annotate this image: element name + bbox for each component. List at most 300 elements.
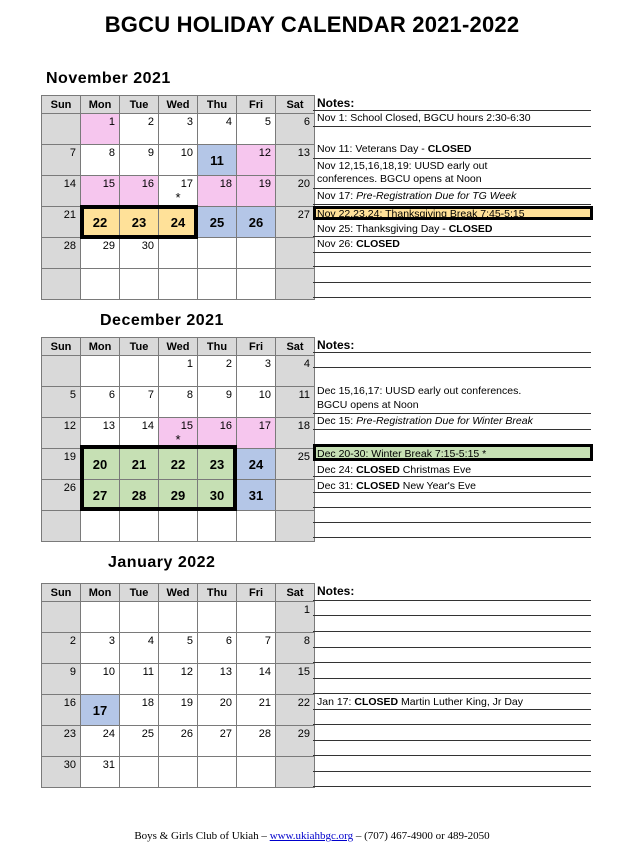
day-cell xyxy=(237,238,276,269)
day-cell xyxy=(120,356,159,387)
day-cell xyxy=(198,449,237,480)
day-number: 26 xyxy=(63,482,76,494)
day-cell xyxy=(81,269,120,300)
day-cell xyxy=(159,449,198,480)
day-cell xyxy=(237,633,276,664)
day-number: 23 xyxy=(131,214,147,230)
day-number: 4 xyxy=(303,358,310,370)
day-number: 14 xyxy=(258,666,271,678)
day-number: 31 xyxy=(248,487,264,503)
day-number: 26 xyxy=(180,728,193,740)
notes-heading-january: Notes: xyxy=(317,584,355,598)
day-cell xyxy=(81,511,120,542)
week-row xyxy=(42,449,315,480)
note-nov-26 xyxy=(317,238,400,251)
weekday-header: Fri xyxy=(237,96,276,114)
day-number: 31 xyxy=(102,759,115,771)
day-number: 29 xyxy=(170,487,186,503)
day-cell xyxy=(198,145,237,176)
day-cell xyxy=(198,269,237,300)
note-text-part: CLOSED xyxy=(356,238,400,250)
note-text-part: BGCU opens at Noon xyxy=(317,399,419,411)
day-number: 11 xyxy=(298,389,310,401)
day-cell xyxy=(42,418,81,449)
day-number: 27 xyxy=(92,487,108,503)
week-row xyxy=(42,726,315,757)
day-cell xyxy=(42,633,81,664)
day-cell xyxy=(42,664,81,695)
day-number: 5 xyxy=(69,389,76,401)
day-cell xyxy=(276,449,315,480)
day-cell xyxy=(237,726,276,757)
day-number: 14 xyxy=(141,420,154,432)
day-cell xyxy=(198,418,237,449)
day-number: 28 xyxy=(258,728,271,740)
day-cell xyxy=(120,418,159,449)
day-cell xyxy=(237,207,276,238)
note-text-part: Nov 22,23,24: Thanksgiving Break 7:45-5:15 xyxy=(317,208,525,220)
day-cell xyxy=(42,695,81,726)
day-number: 2 xyxy=(147,116,154,128)
day-cell xyxy=(276,176,315,207)
day-cell xyxy=(159,757,198,788)
note-nov-12-cont xyxy=(317,173,482,186)
day-cell xyxy=(237,602,276,633)
day-cell xyxy=(81,695,120,726)
note-text-part: Dec 20-30: Winter Break 7:15-5:15 * xyxy=(317,448,487,460)
week-row xyxy=(42,238,315,269)
day-cell xyxy=(120,176,159,207)
day-number: 20 xyxy=(219,697,232,709)
week-row xyxy=(42,114,315,145)
note-text-part: Nov 17: xyxy=(317,190,357,202)
day-cell xyxy=(42,356,81,387)
day-number: 13 xyxy=(219,666,232,678)
day-number: 9 xyxy=(225,389,232,401)
day-cell xyxy=(237,387,276,418)
note-dec-15-conf xyxy=(317,385,521,398)
week-row xyxy=(42,176,315,207)
day-cell xyxy=(120,207,159,238)
day-cell xyxy=(159,726,198,757)
day-cell xyxy=(120,387,159,418)
note-text-part: CLOSED xyxy=(356,464,400,476)
day-cell xyxy=(159,356,198,387)
day-cell xyxy=(159,269,198,300)
day-cell xyxy=(276,726,315,757)
day-number: 5 xyxy=(186,635,193,647)
day-cell xyxy=(159,695,198,726)
note-text-part: Nov 26: xyxy=(317,238,357,250)
weekday-header: Sat xyxy=(276,584,315,602)
day-cell xyxy=(81,207,120,238)
note-dec-24 xyxy=(317,464,471,477)
day-number: 6 xyxy=(108,389,115,401)
note-dec-15-prereg xyxy=(317,415,533,428)
day-cell xyxy=(120,145,159,176)
weekday-header: Thu xyxy=(198,96,237,114)
day-cell xyxy=(198,726,237,757)
note-text-part: CLOSED xyxy=(448,223,493,235)
website-link[interactable]: www.ukiahbgc.org xyxy=(269,830,354,842)
day-cell xyxy=(159,602,198,633)
week-row xyxy=(42,757,315,788)
day-number: 17 xyxy=(92,702,108,718)
weekday-header: Thu xyxy=(198,338,237,356)
day-cell xyxy=(159,176,198,207)
day-cell xyxy=(42,207,81,238)
day-number: 21 xyxy=(131,456,147,472)
day-number: 12 xyxy=(180,666,193,678)
day-number: 19 xyxy=(63,451,76,463)
note-text-part: Nov 11: Veterans Day - xyxy=(317,143,428,155)
day-number: 10 xyxy=(258,389,271,401)
day-number: 10 xyxy=(102,666,115,678)
week-row xyxy=(42,664,315,695)
day-cell xyxy=(276,356,315,387)
note-text-part: Nov 1: School Closed, BGCU hours 2:30-6:30 xyxy=(317,112,531,124)
calendar-january xyxy=(41,583,315,788)
day-number: 7 xyxy=(147,389,154,401)
day-cell xyxy=(42,176,81,207)
day-cell xyxy=(276,269,315,300)
day-number: 19 xyxy=(258,178,271,190)
day-number: 15 xyxy=(180,420,193,432)
day-number: 1 xyxy=(186,358,193,370)
day-number: 25 xyxy=(297,451,310,463)
day-cell xyxy=(42,726,81,757)
weekday-header: Tue xyxy=(120,338,159,356)
day-number: 21 xyxy=(258,697,271,709)
day-cell xyxy=(42,238,81,269)
day-cell xyxy=(42,145,81,176)
day-cell xyxy=(81,602,120,633)
day-cell xyxy=(81,726,120,757)
day-cell xyxy=(237,356,276,387)
day-cell xyxy=(81,176,120,207)
day-cell xyxy=(276,418,315,449)
weekday-header: Fri xyxy=(237,584,276,602)
day-number: 9 xyxy=(69,666,76,678)
day-cell xyxy=(276,114,315,145)
day-cell xyxy=(276,602,315,633)
day-cell xyxy=(198,664,237,695)
day-cell xyxy=(198,207,237,238)
day-cell xyxy=(42,387,81,418)
month-title-november: November 2021 xyxy=(46,70,171,87)
weekday-header: Tue xyxy=(120,584,159,602)
weekday-header: Sat xyxy=(276,96,315,114)
note-dec-31 xyxy=(317,480,476,493)
day-cell xyxy=(81,664,120,695)
day-cell xyxy=(276,664,315,695)
note-text-part: Dec 15: xyxy=(317,415,357,427)
weekday-header: Sun xyxy=(42,584,81,602)
day-cell xyxy=(276,480,315,511)
week-row xyxy=(42,207,315,238)
day-cell xyxy=(120,633,159,664)
day-number: 26 xyxy=(248,214,264,230)
day-cell xyxy=(42,114,81,145)
calendar-november xyxy=(41,95,315,300)
note-text-part: Dec 15,16,17: UUSD early out conferences. xyxy=(317,385,522,397)
day-cell xyxy=(81,145,120,176)
day-number: 20 xyxy=(297,178,310,190)
day-cell xyxy=(42,757,81,788)
day-cell xyxy=(120,449,159,480)
day-number: 4 xyxy=(225,116,232,128)
day-cell xyxy=(159,480,198,511)
note-nov-12 xyxy=(317,160,487,173)
weekday-header: Sun xyxy=(42,96,81,114)
note-dec-20 xyxy=(317,448,486,461)
day-number: 6 xyxy=(225,635,232,647)
month-title-january: January 2022 xyxy=(108,554,216,571)
day-cell xyxy=(276,695,315,726)
day-number: 6 xyxy=(303,116,310,128)
day-cell xyxy=(81,387,120,418)
day-cell xyxy=(120,114,159,145)
day-cell xyxy=(120,602,159,633)
day-cell xyxy=(198,695,237,726)
page-title: BGCU HOLIDAY CALENDAR 2021-2022 xyxy=(104,12,520,37)
day-number: 11 xyxy=(142,666,154,678)
note-nov-17 xyxy=(317,190,516,203)
day-number: 18 xyxy=(141,697,154,709)
day-cell xyxy=(198,238,237,269)
weekday-header: Sun xyxy=(42,338,81,356)
day-number: 3 xyxy=(108,635,115,647)
week-row xyxy=(42,633,315,664)
month-title-december: December 2021 xyxy=(100,312,224,329)
day-cell xyxy=(81,480,120,511)
day-number: 22 xyxy=(297,697,310,709)
notes-heading-december: Notes: xyxy=(317,338,355,352)
day-number: 3 xyxy=(264,358,271,370)
day-number: 8 xyxy=(186,389,193,401)
day-cell xyxy=(237,269,276,300)
day-cell xyxy=(81,114,120,145)
footer-org: Boys & Girls Club of Ukiah – xyxy=(134,830,270,842)
day-number: 9 xyxy=(147,147,154,159)
day-cell xyxy=(198,480,237,511)
note-text-part: Jan 17: xyxy=(317,696,355,708)
note-nov-25 xyxy=(317,223,492,236)
day-number: 1 xyxy=(108,116,115,128)
day-cell xyxy=(159,387,198,418)
day-number: 21 xyxy=(63,209,76,221)
day-cell xyxy=(198,387,237,418)
day-number: 24 xyxy=(248,456,264,472)
day-number: 27 xyxy=(219,728,232,740)
day-cell xyxy=(42,480,81,511)
day-cell xyxy=(198,757,237,788)
day-number: 19 xyxy=(180,697,193,709)
day-cell xyxy=(237,695,276,726)
day-number: 29 xyxy=(297,728,310,740)
day-number: 2 xyxy=(69,635,76,647)
day-cell xyxy=(81,449,120,480)
week-row xyxy=(42,387,315,418)
day-number: 11 xyxy=(210,152,224,168)
day-number: 12 xyxy=(63,420,76,432)
day-cell xyxy=(159,145,198,176)
day-cell xyxy=(237,176,276,207)
weekday-header: Sat xyxy=(276,338,315,356)
day-cell xyxy=(42,511,81,542)
day-number: 22 xyxy=(92,214,108,230)
note-text-part: Nov 12,15,16,18,19: UUSD early out xyxy=(317,160,488,172)
day-cell xyxy=(237,449,276,480)
day-cell xyxy=(237,757,276,788)
day-cell xyxy=(276,633,315,664)
day-cell xyxy=(42,269,81,300)
day-cell xyxy=(276,238,315,269)
day-number: 14 xyxy=(63,178,76,190)
asterisk-mark: * xyxy=(175,190,181,205)
day-number: 4 xyxy=(147,635,154,647)
day-number: 13 xyxy=(102,420,115,432)
day-number: 16 xyxy=(219,420,232,432)
week-row xyxy=(42,511,315,542)
week-row xyxy=(42,145,315,176)
day-number: 3 xyxy=(186,116,193,128)
weekday-header: Fri xyxy=(237,338,276,356)
calendar-december xyxy=(41,337,315,542)
day-number: 1 xyxy=(303,604,310,616)
day-cell xyxy=(120,695,159,726)
week-row xyxy=(42,480,315,511)
day-cell xyxy=(120,511,159,542)
day-number: 30 xyxy=(63,759,76,771)
asterisk-mark: * xyxy=(175,432,181,447)
day-number: 10 xyxy=(180,147,193,159)
day-cell xyxy=(237,664,276,695)
day-cell xyxy=(198,633,237,664)
weekday-header: Wed xyxy=(159,338,198,356)
day-cell xyxy=(159,633,198,664)
day-cell xyxy=(198,356,237,387)
note-text-part: New Year's Eve xyxy=(399,480,477,492)
note-text-part: Christmas Eve xyxy=(399,464,472,476)
day-number: 16 xyxy=(141,178,154,190)
day-cell xyxy=(237,480,276,511)
day-cell xyxy=(198,114,237,145)
weekday-header: Thu xyxy=(198,584,237,602)
note-text-part: CLOSED xyxy=(356,480,400,492)
day-cell xyxy=(81,356,120,387)
day-cell xyxy=(159,511,198,542)
day-number: 8 xyxy=(303,635,310,647)
day-cell xyxy=(120,269,159,300)
week-row xyxy=(42,269,315,300)
day-number: 8 xyxy=(108,147,115,159)
day-cell xyxy=(237,114,276,145)
day-number: 2 xyxy=(225,358,232,370)
day-cell xyxy=(81,633,120,664)
note-jan-17 xyxy=(317,696,523,709)
day-number: 24 xyxy=(170,214,186,230)
day-number: 15 xyxy=(102,178,115,190)
note-dec-15-conf-cont xyxy=(317,399,419,412)
day-number: 17 xyxy=(180,178,193,190)
weekday-header: Mon xyxy=(81,338,120,356)
day-cell xyxy=(120,757,159,788)
note-nov-1 xyxy=(317,112,531,125)
day-number: 25 xyxy=(141,728,154,740)
note-text-part: Pre-Registration Due for Winter Break xyxy=(356,415,533,427)
day-number: 18 xyxy=(219,178,232,190)
day-cell xyxy=(120,726,159,757)
week-row xyxy=(42,695,315,726)
note-nov-11 xyxy=(317,143,471,156)
note-text-part: Dec 31: xyxy=(317,480,357,492)
day-cell xyxy=(237,511,276,542)
weekday-header: Mon xyxy=(81,96,120,114)
day-number: 28 xyxy=(63,240,76,252)
day-cell xyxy=(276,387,315,418)
day-cell xyxy=(237,145,276,176)
day-cell xyxy=(81,238,120,269)
week-row xyxy=(42,356,315,387)
note-nov-22 xyxy=(317,208,525,221)
day-number: 7 xyxy=(69,147,76,159)
day-number: 18 xyxy=(297,420,310,432)
note-text-part: CLOSED xyxy=(354,696,399,708)
day-cell xyxy=(159,664,198,695)
note-text-part: Martin Luther King, Jr Day xyxy=(398,696,524,708)
day-cell xyxy=(159,418,198,449)
day-number: 30 xyxy=(141,240,154,252)
day-cell xyxy=(120,664,159,695)
day-number: 13 xyxy=(297,147,310,159)
day-number: 12 xyxy=(258,147,271,159)
footer-phone: – (707) 467-4900 or 489-2050 xyxy=(353,830,490,842)
day-cell xyxy=(120,480,159,511)
day-number: 25 xyxy=(209,214,225,230)
weekday-header: Wed xyxy=(159,96,198,114)
day-number: 29 xyxy=(102,240,115,252)
day-cell xyxy=(276,207,315,238)
day-number: 20 xyxy=(92,456,108,472)
day-cell xyxy=(81,418,120,449)
week-row xyxy=(42,418,315,449)
day-cell xyxy=(276,757,315,788)
day-number: 15 xyxy=(297,666,310,678)
day-cell xyxy=(42,449,81,480)
day-number: 17 xyxy=(258,420,271,432)
day-number: 27 xyxy=(297,209,310,221)
note-text-part: CLOSED xyxy=(427,143,472,155)
day-cell xyxy=(81,757,120,788)
day-cell xyxy=(276,145,315,176)
day-number: 24 xyxy=(102,728,115,740)
day-number: 28 xyxy=(131,487,147,503)
day-number: 23 xyxy=(63,728,76,740)
day-cell xyxy=(198,176,237,207)
weekday-header: Mon xyxy=(81,584,120,602)
day-cell xyxy=(42,602,81,633)
weekday-header: Tue xyxy=(120,96,159,114)
day-cell xyxy=(120,238,159,269)
day-cell xyxy=(159,114,198,145)
day-cell xyxy=(159,207,198,238)
note-text-part: Nov 25: Thanksgiving Day - xyxy=(317,223,449,235)
day-cell xyxy=(276,511,315,542)
day-cell xyxy=(198,602,237,633)
notes-heading-november: Notes: xyxy=(317,96,355,110)
day-number: 5 xyxy=(264,116,271,128)
